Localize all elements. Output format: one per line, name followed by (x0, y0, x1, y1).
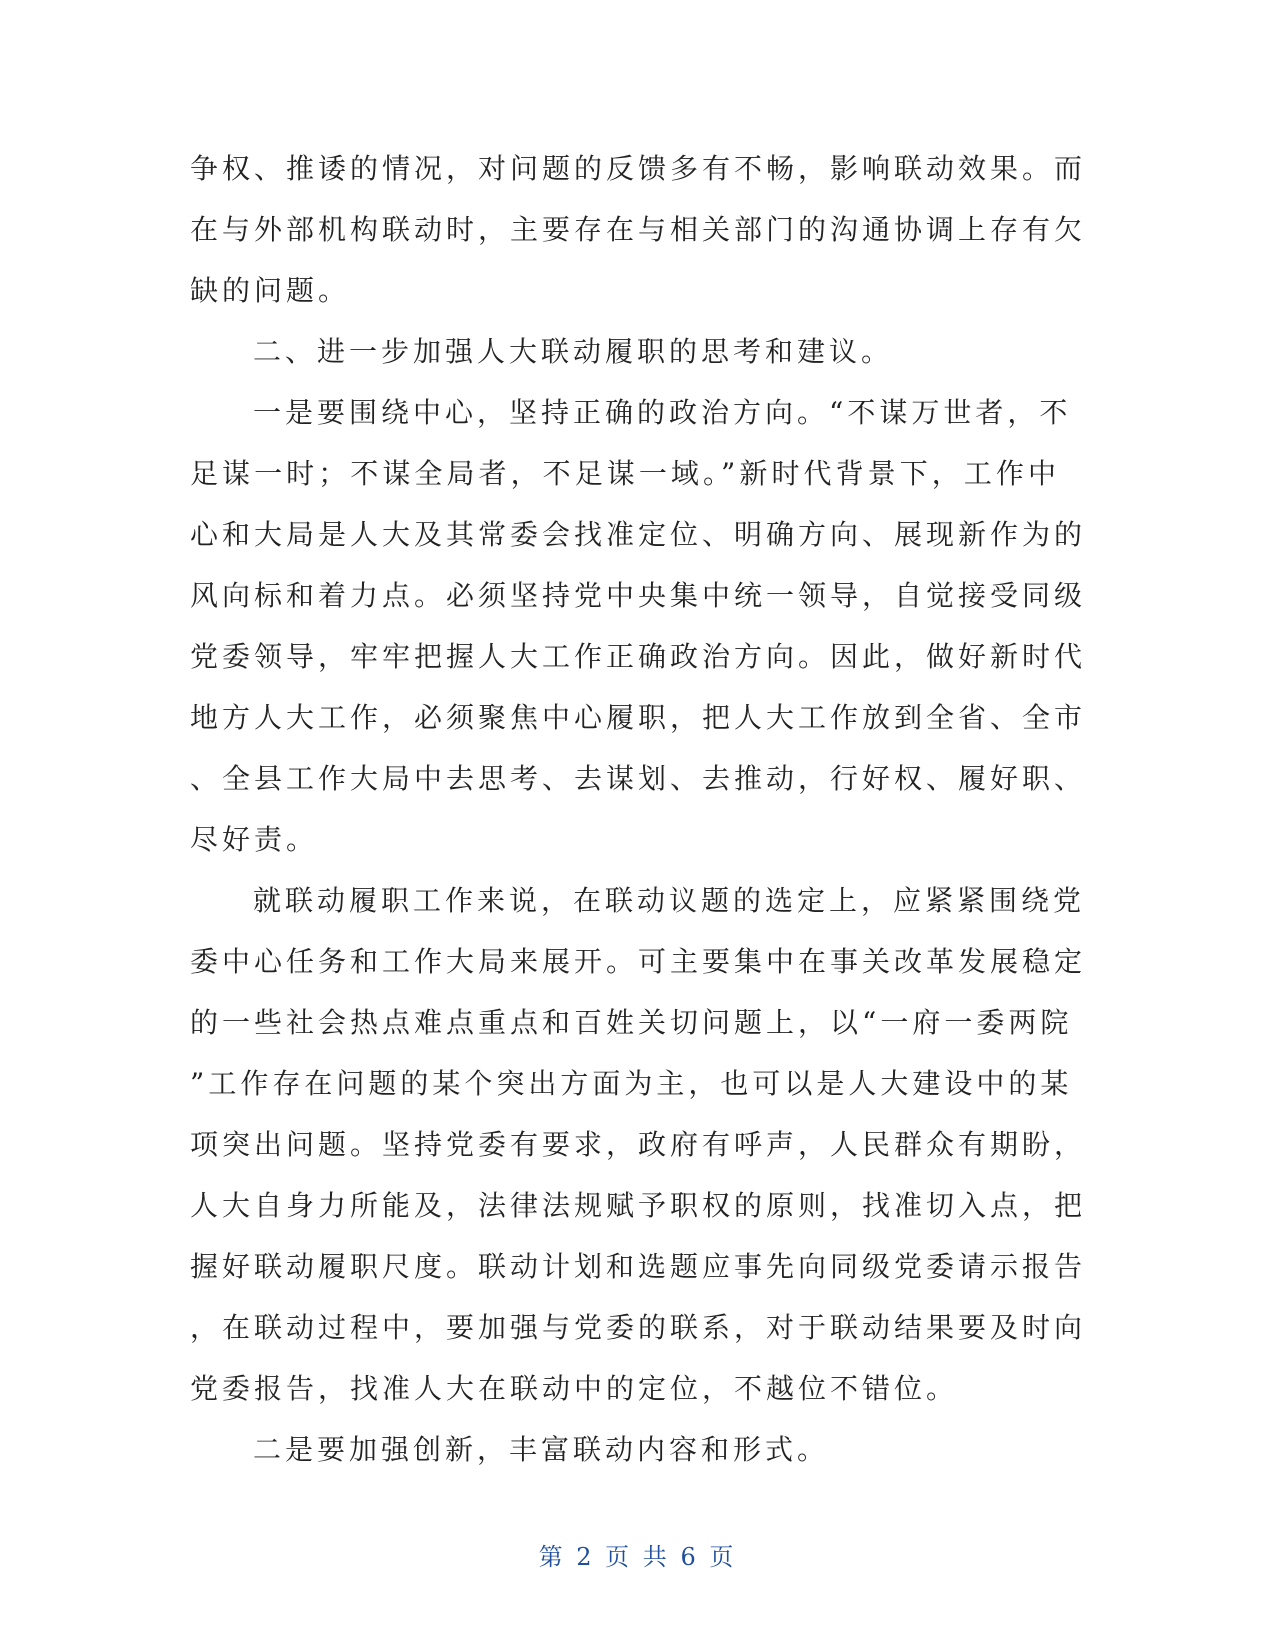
text-line: 在与外部机构联动时，主要存在与相关部门的沟通协调上存有欠 (190, 213, 1087, 246)
text-line: ，在联动过程中，要加强与党委的联系，对于联动结果要及时向 (190, 1311, 1087, 1344)
text-line: 的一些社会热点难点重点和百姓关切问题上，以“一府一委两院 (190, 1006, 1073, 1039)
text-line: 足谋一时；不谋全局者，不足谋一域。”新时代背景下，工作中 (190, 457, 1060, 490)
text-line: 心和大局是人大及其常委会找准定位、明确方向、展现新作为的 (190, 518, 1087, 551)
page-footer (0, 1537, 1275, 1572)
text-line: 党委领导，牢牢把握人大工作正确政治方向。因此，做好新时代 (190, 640, 1087, 673)
body-text (190, 138, 1087, 1480)
text-line: ”工作存在问题的某个突出方面为主，也可以是人大建设中的某 (190, 1067, 1073, 1100)
text-line: 一是要围绕中心，坚持正确的政治方向。“不谋万世者，不 (253, 396, 1072, 429)
text-line: 项突出问题。坚持党委有要求，政府有呼声，人民群众有期盼， (190, 1128, 1087, 1161)
text-line: 人大自身力所能及，法律法规赋予职权的原则，找准切入点，把 (190, 1189, 1087, 1222)
text-line: 党委报告，找准人大在联动中的定位，不越位不错位。 (190, 1372, 959, 1405)
text-line: 握好联动履职尺度。联动计划和选题应事先向同级党委请示报告 (190, 1250, 1087, 1283)
text-line: 委中心任务和工作大局来展开。可主要集中在事关改革发展稳定 (190, 945, 1087, 978)
text-line: 地方人大工作，必须聚焦中心履职，把人大工作放到全省、全市 (190, 701, 1087, 734)
section-heading: 二是要加强创新，丰富联动内容和形式。 (253, 1433, 830, 1466)
text-line: 风向标和着力点。必须坚持党中央集中统一领导，自觉接受同级 (190, 579, 1087, 612)
section-heading: 二、进一步加强人大联动履职的思考和建议。 (253, 335, 894, 368)
text-line: 缺的问题。 (190, 274, 351, 307)
text-line: 就联动履职工作来说，在联动议题的选定上，应紧紧围绕党 (253, 884, 1086, 917)
text-line: 、全县工作大局中去思考、去谋划、去推动，行好权、履好职、 (190, 762, 1087, 795)
text-line: 争权、推诿的情况，对问题的反馈多有不畅，影响联动效果。而 (190, 152, 1087, 185)
page-number: 第 2 页 共 6 页 (538, 1543, 737, 1571)
text-line: 尽好责。 (190, 823, 319, 856)
